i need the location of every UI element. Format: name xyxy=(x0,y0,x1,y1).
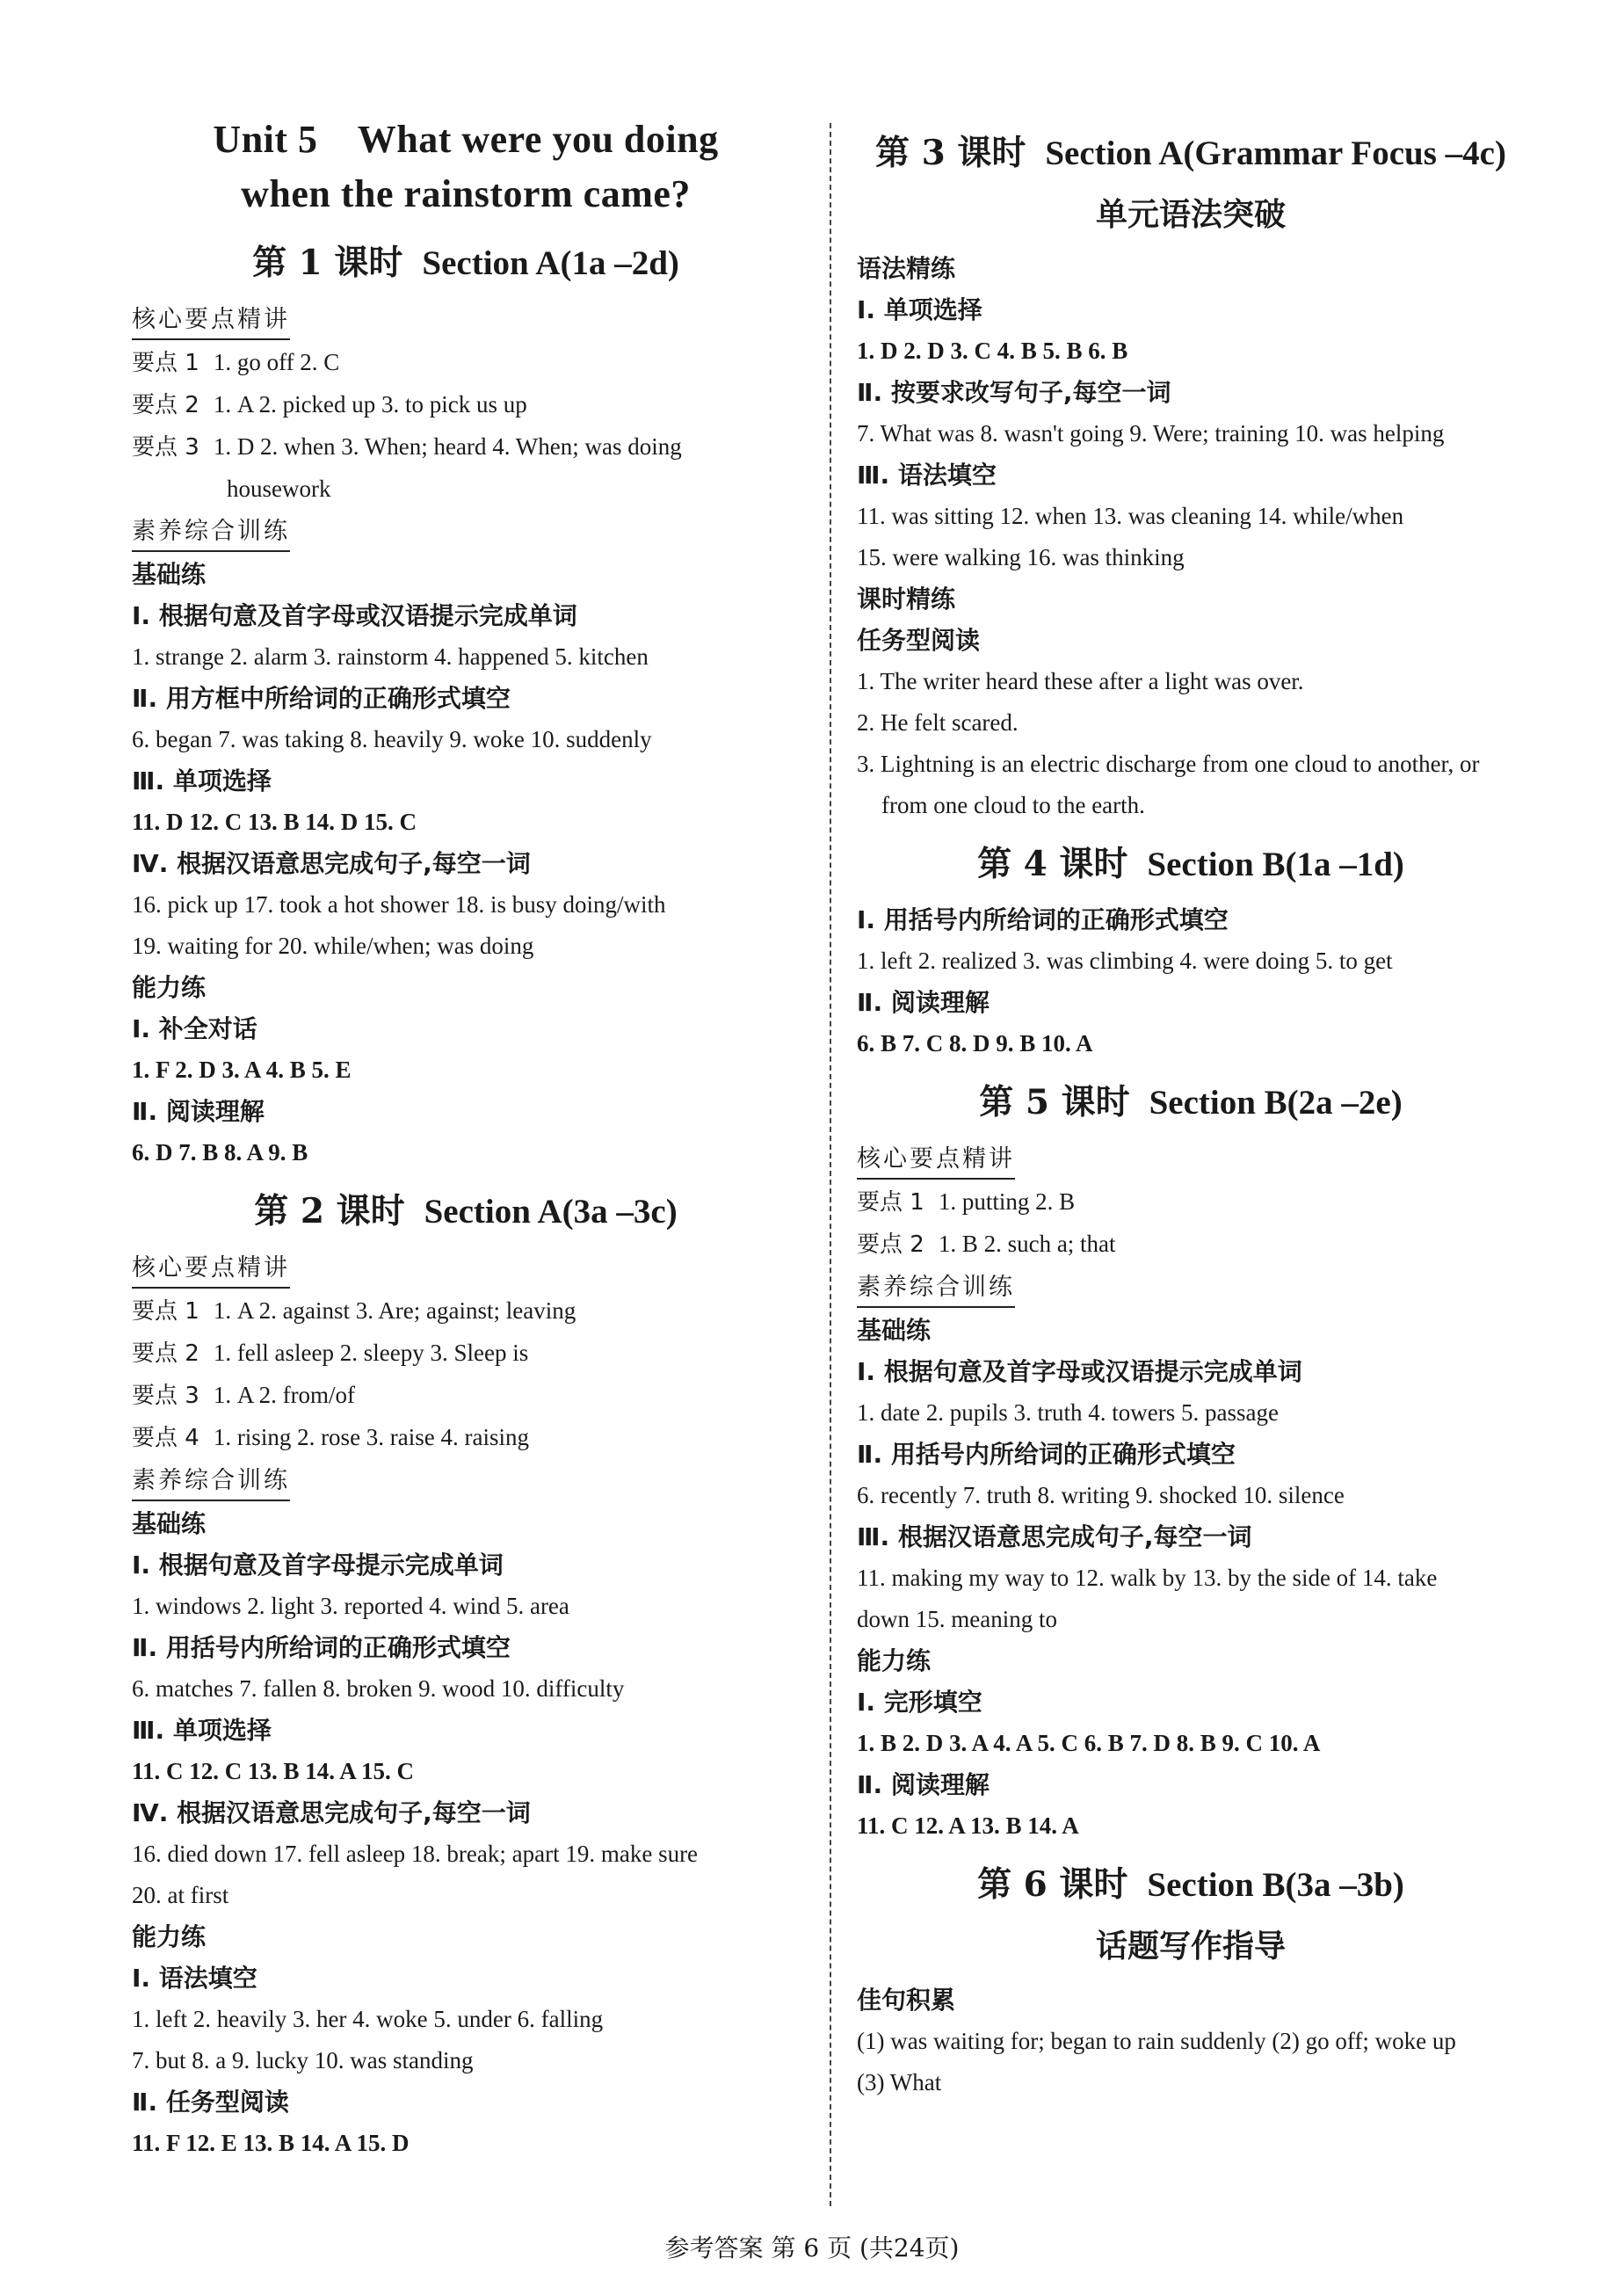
answer-line: 15. were walking 16. was thinking xyxy=(857,544,1185,570)
answer-line: down 15. meaning to xyxy=(857,1606,1057,1632)
key-label: 要点 1 xyxy=(132,1298,199,1325)
answer-line: 11. was sitting 12. when 13. was cleaning 14. while/when xyxy=(857,503,1404,529)
section-heading: Ⅱ. 阅读理解 xyxy=(857,988,990,1017)
key-label: 要点 2 xyxy=(132,392,199,418)
section-heading: Ⅱ. 用括号内所给词的正确形式填空 xyxy=(132,1633,511,1662)
lesson-1-cn: 第 1 课时 xyxy=(252,243,403,283)
column-divider xyxy=(830,123,831,2206)
lesson-1-en: Section A(1a –2d) xyxy=(422,244,679,282)
basic-practice-heading: 基础练 xyxy=(857,1316,932,1345)
answer-line: (1) was waiting for; began to rain suddenly (2) go off; woke up xyxy=(857,2028,1456,2054)
answer-line: 7. What was 8. wasn't going 9. Were; training 10. was helping xyxy=(857,420,1445,447)
answer-line: 16. died down 17. fell asleep 18. break; apart 19. make sure xyxy=(132,1841,699,1867)
answer-line: 19. waiting for 20. while/when; was doing xyxy=(132,933,534,959)
lesson-6-en: Section B(3a –3b) xyxy=(1147,1866,1404,1904)
unit-title-line2: when the rainstorm came? xyxy=(241,172,691,215)
ability-practice-heading: 能力练 xyxy=(857,1646,932,1675)
answer-line: 6. matches 7. fallen 8. broken 9. wood 10. difficulty xyxy=(132,1675,625,1702)
right-column xyxy=(857,127,1525,2103)
lesson-3-cn: 第 3 课时 xyxy=(875,133,1026,173)
lesson-4-heading xyxy=(857,839,1525,890)
answer-line: (3) What xyxy=(857,2069,942,2095)
good-sentences-heading: 佳句积累 xyxy=(857,1986,956,2015)
answer-line: 11. C 12. C 13. B 14. A 15. C xyxy=(132,1758,415,1784)
answer-line xyxy=(857,1224,1525,1266)
answer-line: 6. began 7. was taking 8. heavily 9. woke 10. suddenly xyxy=(132,726,652,752)
lesson-4-en: Section B(1a –1d) xyxy=(1147,846,1404,883)
ability-practice-heading: 能力练 xyxy=(132,1922,207,1951)
answer-line xyxy=(132,342,800,384)
lesson-5-en: Section B(2a –2e) xyxy=(1149,1084,1403,1122)
answer-text: 1. A 2. against 3. Are; against; leaving xyxy=(213,1297,576,1324)
answer-line: 1. date 2. pupils 3. truth 4. towers 5. passage xyxy=(857,1399,1279,1426)
answer-line: 11. making my way to 12. walk by 13. by the side of 14. take xyxy=(857,1565,1438,1591)
section-heading: Ⅰ. 根据句意及首字母或汉语提示完成单词 xyxy=(857,1357,1302,1386)
section-heading: Ⅳ. 根据汉语意思完成句子,每空一词 xyxy=(132,1798,531,1827)
answer-line: 20. at first xyxy=(132,1882,229,1908)
lesson-4-cn: 第 4 课时 xyxy=(977,844,1128,884)
key-label: 要点 3 xyxy=(132,434,199,461)
writing-guide-title: 话题写作指导 xyxy=(1095,1928,1286,1965)
answer-line: 6. recently 7. truth 8. writing 9. shocked 10. silence xyxy=(857,1482,1345,1508)
answer-text: 1. fell asleep 2. sleepy 3. Sleep is xyxy=(213,1340,529,1366)
basic-practice-heading: 基础练 xyxy=(132,560,207,589)
answer-line: 1. left 2. heavily 3. her 4. woke 5. under 6. falling xyxy=(132,2006,604,2032)
answer-text: 1. rising 2. rose 3. raise 4. raising xyxy=(213,1424,529,1450)
core-points-tag: 核心要点精讲 xyxy=(132,301,290,340)
section-heading: Ⅰ. 根据句意及首字母提示完成单词 xyxy=(132,1551,504,1580)
answer-line xyxy=(857,1181,1525,1224)
answer-line: 1. The writer heard these after a light was over. xyxy=(857,668,1304,694)
lesson-6-heading xyxy=(857,1859,1525,1911)
section-heading: Ⅰ. 用括号内所给词的正确形式填空 xyxy=(857,905,1229,934)
answer-line: 1. F 2. D 3. A 4. B 5. E xyxy=(132,1057,352,1083)
answer-line: 11. D 12. C 13. B 14. D 15. C xyxy=(132,809,417,835)
task-reading-heading: 任务型阅读 xyxy=(857,626,981,655)
answer-line xyxy=(132,1333,800,1375)
answer-line: housework xyxy=(227,476,331,502)
section-heading: Ⅱ. 阅读理解 xyxy=(132,1097,265,1126)
answer-line: 1. B 2. D 3. A 4. A 5. C 6. B 7. D 8. B 9. C 10. A xyxy=(857,1730,1321,1756)
section-heading: Ⅲ. 语法填空 xyxy=(857,461,997,490)
answer-line: 16. pick up 17. took a hot shower 18. is busy doing/with xyxy=(132,891,666,918)
answer-line xyxy=(132,1417,800,1459)
answer-line: 1. strange 2. alarm 3. rainstorm 4. happened 5. kitchen xyxy=(132,643,649,670)
answer-line xyxy=(132,426,800,468)
answer-line: 11. F 12. E 13. B 14. A 15. D xyxy=(132,2130,410,2156)
lesson-5-cn: 第 5 课时 xyxy=(979,1082,1130,1122)
section-heading: Ⅰ. 语法填空 xyxy=(132,1964,257,1993)
lesson-2-heading xyxy=(132,1186,800,1238)
answer-line: 2. He felt scared. xyxy=(857,709,1019,736)
comprehensive-training-tag: 素养综合训练 xyxy=(132,1463,290,1501)
lesson-5-heading xyxy=(857,1077,1525,1129)
lesson-practice-heading: 课时精练 xyxy=(857,585,956,614)
lesson-1-heading xyxy=(132,237,800,289)
lesson-3-heading xyxy=(857,127,1525,179)
unit-title xyxy=(132,113,800,222)
section-heading: Ⅱ. 阅读理解 xyxy=(857,1770,990,1799)
answer-line: 1. left 2. realized 3. was climbing 4. were doing 5. to get xyxy=(857,948,1393,974)
answer-text: 1. putting 2. B xyxy=(938,1188,1076,1215)
section-heading: Ⅰ. 完形填空 xyxy=(857,1688,982,1717)
key-label: 要点 2 xyxy=(857,1231,924,1258)
section-heading: Ⅱ. 用方框中所给词的正确形式填空 xyxy=(132,684,511,713)
answer-line: 6. D 7. B 8. A 9. B xyxy=(132,1139,308,1166)
section-heading: Ⅲ. 单项选择 xyxy=(132,1716,272,1745)
section-heading: Ⅰ. 根据句意及首字母或汉语提示完成单词 xyxy=(132,601,577,630)
section-heading: Ⅱ. 任务型阅读 xyxy=(132,2088,289,2117)
left-column xyxy=(132,104,800,2164)
grammar-practice-heading: 语法精练 xyxy=(857,254,956,283)
ability-practice-heading: 能力练 xyxy=(132,973,207,1002)
basic-practice-heading: 基础练 xyxy=(132,1509,207,1538)
answer-line: 3. Lightning is an electric discharge from one cloud to another, or xyxy=(857,751,1480,777)
answer-text: 1. A 2. from/of xyxy=(213,1382,356,1408)
section-heading: Ⅲ. 根据汉语意思完成句子,每空一词 xyxy=(857,1522,1252,1551)
section-heading: Ⅰ. 单项选择 xyxy=(857,295,982,324)
core-points-tag: 核心要点精讲 xyxy=(857,1141,1015,1180)
lesson-6-cn: 第 6 课时 xyxy=(977,1864,1128,1905)
answer-text: 1. D 2. when 3. When; heard 4. When; was doing xyxy=(213,433,682,460)
lesson-3-en: Section A(Grammar Focus –4c) xyxy=(1045,134,1506,172)
section-heading: Ⅱ. 用括号内所给词的正确形式填空 xyxy=(857,1440,1236,1469)
answer-line: 7. but 8. a 9. lucky 10. was standing xyxy=(132,2047,474,2073)
core-points-tag: 核心要点精讲 xyxy=(132,1250,290,1289)
key-label: 要点 3 xyxy=(132,1383,199,1409)
section-heading: Ⅲ. 单项选择 xyxy=(132,766,272,795)
answer-line xyxy=(132,384,800,426)
comprehensive-training-tag: 素养综合训练 xyxy=(857,1269,1015,1308)
page-footer: 参考答案 第 6 页 (共24页) xyxy=(664,2233,960,2262)
grammar-breakthrough-title: 单元语法突破 xyxy=(1095,196,1286,233)
answer-text: 1. A 2. picked up 3. to pick us up xyxy=(213,391,527,418)
key-label: 要点 1 xyxy=(132,350,199,376)
key-label: 要点 1 xyxy=(857,1189,924,1216)
answer-line: 1. D 2. D 3. C 4. B 5. B 6. B xyxy=(857,338,1128,364)
answer-text: 1. B 2. such a; that xyxy=(938,1231,1116,1257)
answer-line: 1. windows 2. light 3. reported 4. wind 5. area xyxy=(132,1593,569,1619)
answer-line: 11. C 12. A 13. B 14. A xyxy=(857,1812,1079,1839)
answer-line xyxy=(132,1290,800,1333)
answer-text: 1. go off 2. C xyxy=(213,349,340,375)
section-heading: Ⅰ. 补全对话 xyxy=(132,1014,257,1043)
answer-line xyxy=(132,1375,800,1417)
lesson-2-cn: 第 2 课时 xyxy=(254,1191,405,1231)
key-label: 要点 4 xyxy=(132,1425,199,1451)
answer-line: 6. B 7. C 8. D 9. B 10. A xyxy=(857,1030,1093,1057)
lesson-2-en: Section A(3a –3c) xyxy=(424,1193,678,1231)
key-label: 要点 2 xyxy=(132,1340,199,1367)
section-heading: Ⅱ. 按要求改写句子,每空一词 xyxy=(857,378,1171,407)
section-heading: Ⅳ. 根据汉语意思完成句子,每空一词 xyxy=(132,849,531,878)
unit-title-line1: Unit 5 What were you doing xyxy=(213,118,719,161)
comprehensive-training-tag: 素养综合训练 xyxy=(132,513,290,552)
answer-line: from one cloud to the earth. xyxy=(881,792,1145,818)
